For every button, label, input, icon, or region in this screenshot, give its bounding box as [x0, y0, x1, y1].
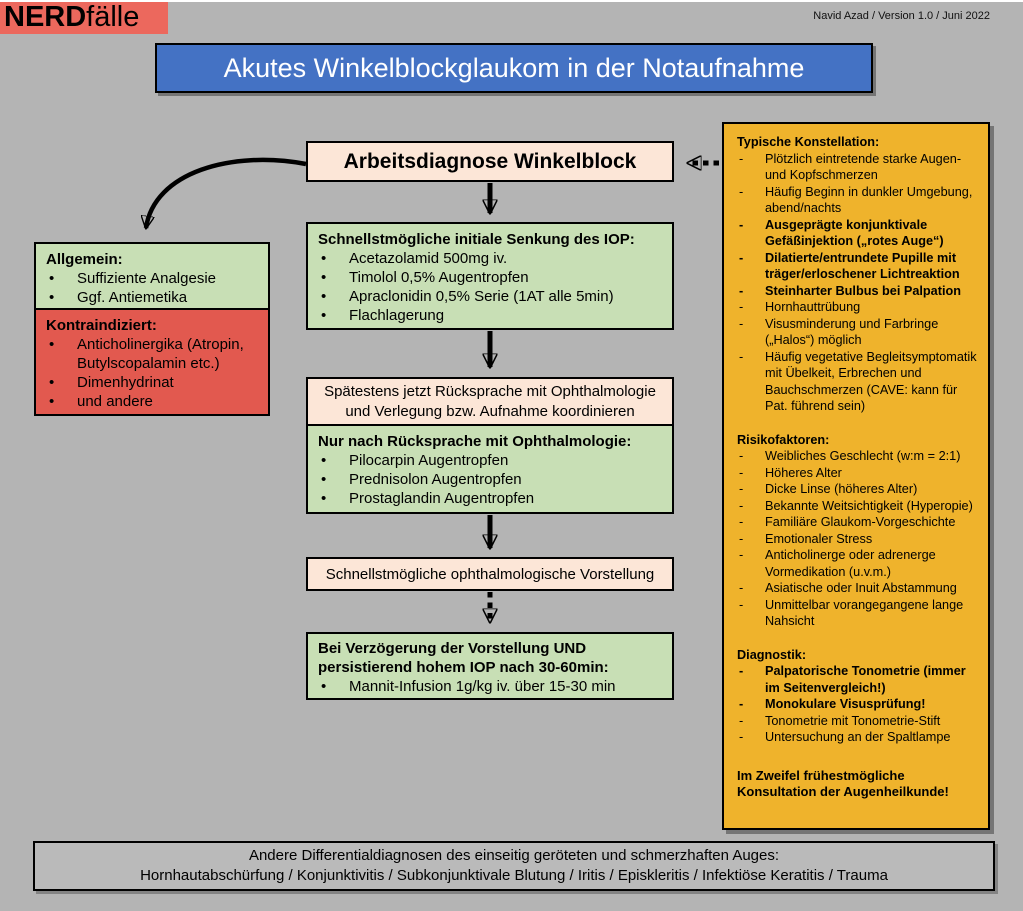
- list-item: - Weibliches Geschlecht (w:m = 2:1): [737, 448, 977, 465]
- allgemein-box: [34, 242, 270, 310]
- section-list: [737, 151, 977, 415]
- list-item: - Monokulare Visusprüfung!: [737, 696, 977, 713]
- list-item: • Anticholinergika (Atropin, Butylscopalamin etc.): [46, 335, 258, 373]
- list-item: • Ggf. Antiemetika: [46, 288, 258, 307]
- list-item: - Ausgeprägte konjunktivale Gefäßinjektion („rotes Auge“): [737, 217, 977, 250]
- arbeitsdiagnose-box: Arbeitsdiagnose Winkelblock: [306, 141, 674, 182]
- iop-box-title: Schnellstmögliche initiale Senkung des IOP:: [318, 231, 635, 248]
- version-text: Navid Azad / Version 1.0 / Juni 2022: [813, 10, 990, 22]
- kontraindiziert-box-list: [46, 335, 258, 411]
- iop-senkung-box: [306, 222, 674, 330]
- differentialdiagnosen-line2: Hornhautabschürfung / Konjunktivitis / Subkonjunktivale Blutung / Iritis / Episkleritis / Infektiöse Keratitis / Trauma: [140, 867, 888, 884]
- list-item: - Höheres Alter: [737, 465, 977, 482]
- list-item: - Dilatierte/entrundete Pupille mit träger/erloschener Lichtreaktion: [737, 250, 977, 283]
- list-item: • und andere: [46, 392, 258, 411]
- sidebar-section-diagnostik: [737, 647, 977, 746]
- allgemein-box-title: Allgemein:: [46, 251, 123, 268]
- list-item: • Dimenhydrinat: [46, 373, 258, 392]
- list-item: • Mannit-Infusion 1g/kg iv. über 15-30 min: [318, 677, 662, 696]
- section-list: [737, 663, 977, 746]
- section-title: Diagnostik:: [737, 647, 807, 662]
- nur-nach-ruecksprache-box: [306, 424, 674, 514]
- list-item: • Flachlagerung: [318, 306, 662, 325]
- kontraindiziert-box: [34, 308, 270, 416]
- title-banner: Akutes Winkelblockglaukom in der Notaufnahme: [155, 43, 873, 93]
- list-item: - Häufig Beginn in dunkler Umgebung, abend/nachts: [737, 184, 977, 217]
- list-item: - Hornhauttrübung: [737, 299, 977, 316]
- differentialdiagnosen-box: [33, 841, 995, 891]
- list-item: - Häufig vegetative Begleitsymptomatik mit Übelkeit, Erbrechen und Bauchschmerzen (CAVE: kann für Pat. führend sein): [737, 349, 977, 415]
- list-item: - Plötzlich eintretende starke Augen- und Kopfschmerzen: [737, 151, 977, 184]
- list-item: - Bekannte Weitsichtigkeit (Hyperopie): [737, 498, 977, 515]
- nur-nach-box-list: [318, 451, 662, 508]
- list-item: - Visusminderung und Farbringe („Halos“) möglich: [737, 316, 977, 349]
- list-item: - Unmittelbar vorangegangene lange Nahsicht: [737, 597, 977, 630]
- list-item: - Steinharter Bulbus bei Palpation: [737, 283, 977, 300]
- list-item: - Asiatische oder Inuit Abstammung: [737, 580, 977, 597]
- nerdfaelle-logo: [0, 2, 168, 34]
- kontraindiziert-box-title: Kontraindiziert:: [46, 317, 157, 334]
- list-item: • Prednisolon Augentropfen: [318, 470, 662, 489]
- list-item: - Palpatorische Tonometrie (immer im Seitenvergleich!): [737, 663, 977, 696]
- section-list: [737, 448, 977, 630]
- list-item: - Emotionaler Stress: [737, 531, 977, 548]
- sidebar-section-risikofaktoren: [737, 432, 977, 630]
- sidebar-info-box: [722, 122, 990, 830]
- list-item: • Apraclonidin 0,5% Serie (1AT alle 5min): [318, 287, 662, 306]
- list-item: • Suffiziente Analgesie: [46, 269, 258, 288]
- list-item: - Untersuchung an der Spaltlampe: [737, 729, 977, 746]
- logo-text-regular: fälle: [86, 1, 140, 33]
- list-item: - Anticholinerge oder adrenerge Vormedikation (u.v.m.): [737, 547, 977, 580]
- list-item: • Acetazolamid 500mg iv.: [318, 249, 662, 268]
- list-item: - Tonometrie mit Tonometrie-Stift: [737, 713, 977, 730]
- verzoegerung-box-title: Bei Verzögerung der Vorstellung UND persistierend hohem IOP nach 30-60min:: [318, 640, 609, 677]
- vorstellung-box: Schnellstmögliche ophthalmologische Vorstellung: [306, 557, 674, 591]
- iop-box-list: [318, 249, 662, 325]
- list-item: - Familiäre Glaukom-Vorgeschichte: [737, 514, 977, 531]
- sidebar-section-typische-konstellation: [737, 134, 977, 415]
- logo-text-bold: NERD: [4, 1, 87, 33]
- curved-arrow-to-allgemein: [146, 160, 306, 228]
- sidebar-footer-note: Im Zweifel frühestmögliche Konsultation der Augenheilkunde!: [737, 767, 949, 800]
- ruecksprache-box: Spätestens jetzt Rücksprache mit Ophthalmologie und Verlegung bzw. Aufnahme koordinieren: [306, 377, 674, 426]
- allgemein-box-list: [46, 269, 258, 307]
- verzoegerung-box: [306, 632, 674, 700]
- list-item: - Dicke Linse (höheres Alter): [737, 481, 977, 498]
- list-item: • Timolol 0,5% Augentropfen: [318, 268, 662, 287]
- differentialdiagnosen-line1: Andere Differentialdiagnosen des einseitig geröteten und schmerzhaften Auges:: [248, 846, 780, 864]
- section-title: Risikofaktoren:: [737, 432, 830, 447]
- nur-nach-box-title: Nur nach Rücksprache mit Ophthalmologie:: [318, 433, 632, 450]
- list-item: • Prostaglandin Augentropfen: [318, 489, 662, 508]
- verzoegerung-box-list: [318, 677, 662, 696]
- list-item: • Pilocarpin Augentropfen: [318, 451, 662, 470]
- section-title: Typische Konstellation:: [737, 135, 880, 149]
